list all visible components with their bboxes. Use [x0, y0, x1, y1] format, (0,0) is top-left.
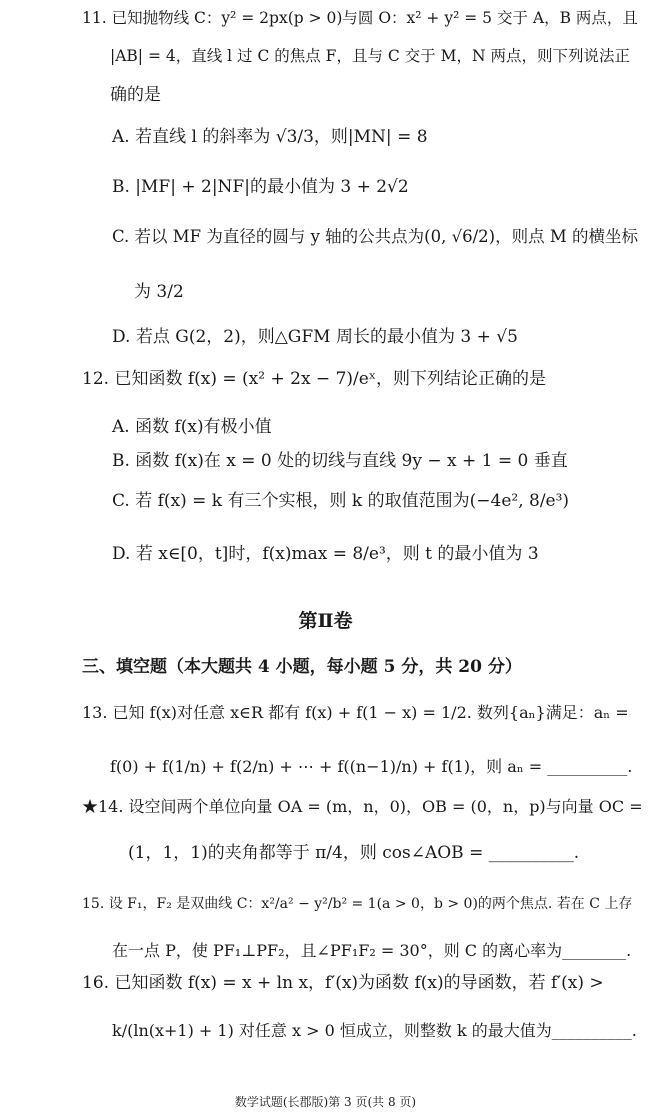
q14-line1: ★14. 设空间两个单位向量 OA = (m，n，0)，OB = (0，n，p)与向量 OC = [82, 797, 643, 816]
q11-option-d: D. 若点 G(2，2)，则△GFM 周长的最小值为 3 + √5 [112, 327, 518, 347]
q11-option-a: A. 若直线 l 的斜率为 √3/3，则|MN| = 8 [112, 127, 428, 147]
page-footer: 数学试题(长郡版)第 3 页(共 8 页) [234, 1095, 417, 1109]
q11-stem-line3: 确的是 [110, 85, 161, 105]
section-3-heading: 三、填空题（本大题共 4 小题，每小题 5 分，共 20 分） [82, 657, 522, 677]
q12-option-c: C. 若 f(x) = k 有三个实根，则 k 的取值范围为(−4e², 8/e³) [112, 491, 570, 511]
q11-stem-line2: |AB| = 4，直线 l 过 C 的焦点 F，且与 C 交于 M，N 两点，则下列说法正 [110, 47, 630, 65]
q15-line2: 在一点 P，使 PF₁⊥PF₂，且∠PF₁F₂ = 30°，则 C 的离心率为________. [112, 941, 632, 960]
q14-line2: (1，1，1)的夹角都等于 π/4，则 cos∠AOB = __________. [128, 843, 580, 863]
q12-option-a: A. 函数 f(x)有极小值 [112, 417, 272, 437]
q16-line2: k/(ln(x+1) + 1) 对任意 x > 0 恒成立，则整数 k 的最大值为__________. [112, 1021, 637, 1040]
q13-line2: f(0) + f(1/n) + f(2/n) + ⋯ + f((n−1)/n) + f(1)，则 aₙ = __________. [110, 757, 633, 776]
q12-option-d: D. 若 x∈[0，t]时，f(x)max = 8/e³，则 t 的最小值为 3 [112, 544, 539, 564]
q12-stem: 12. 已知函数 f(x) = (x² + 2x − 7)/eˣ，则下列结论正确的是 [82, 369, 547, 389]
q11-option-c-line1: C. 若以 MF 为直径的圆与 y 轴的公共点为(0, √6/2)，则点 M 的横坐标 [112, 227, 638, 246]
q13-line1: 13. 已知 f(x)对任意 x∈R 都有 f(x) + f(1 − x) = 1/2. 数列{aₙ}满足：aₙ = [82, 703, 629, 722]
q16-line1: 16. 已知函数 f(x) = x + ln x，f′(x)为函数 f(x)的导函数，若 f′(x) > [82, 973, 604, 993]
q11-stem-line1: 11. 已知抛物线 C：y² = 2px(p > 0)与圆 O：x² + y² = 5 交于 A，B 两点，且 [82, 9, 638, 27]
q12-option-b: B. 函数 f(x)在 x = 0 处的切线与直线 9y − x + 1 = 0 垂直 [112, 451, 568, 471]
q11-option-b: B. |MF| + 2|NF|的最小值为 3 + 2√2 [112, 177, 409, 197]
q15-line1: 15. 设 F₁，F₂ 是双曲线 C：x²/a² − y²/b² = 1(a > 0，b > 0)的两个焦点. 若在 C 上存 [82, 896, 633, 912]
q11-option-c-line2: 为 3/2 [134, 282, 184, 302]
part-2-title: 第Ⅱ卷 [298, 610, 353, 632]
